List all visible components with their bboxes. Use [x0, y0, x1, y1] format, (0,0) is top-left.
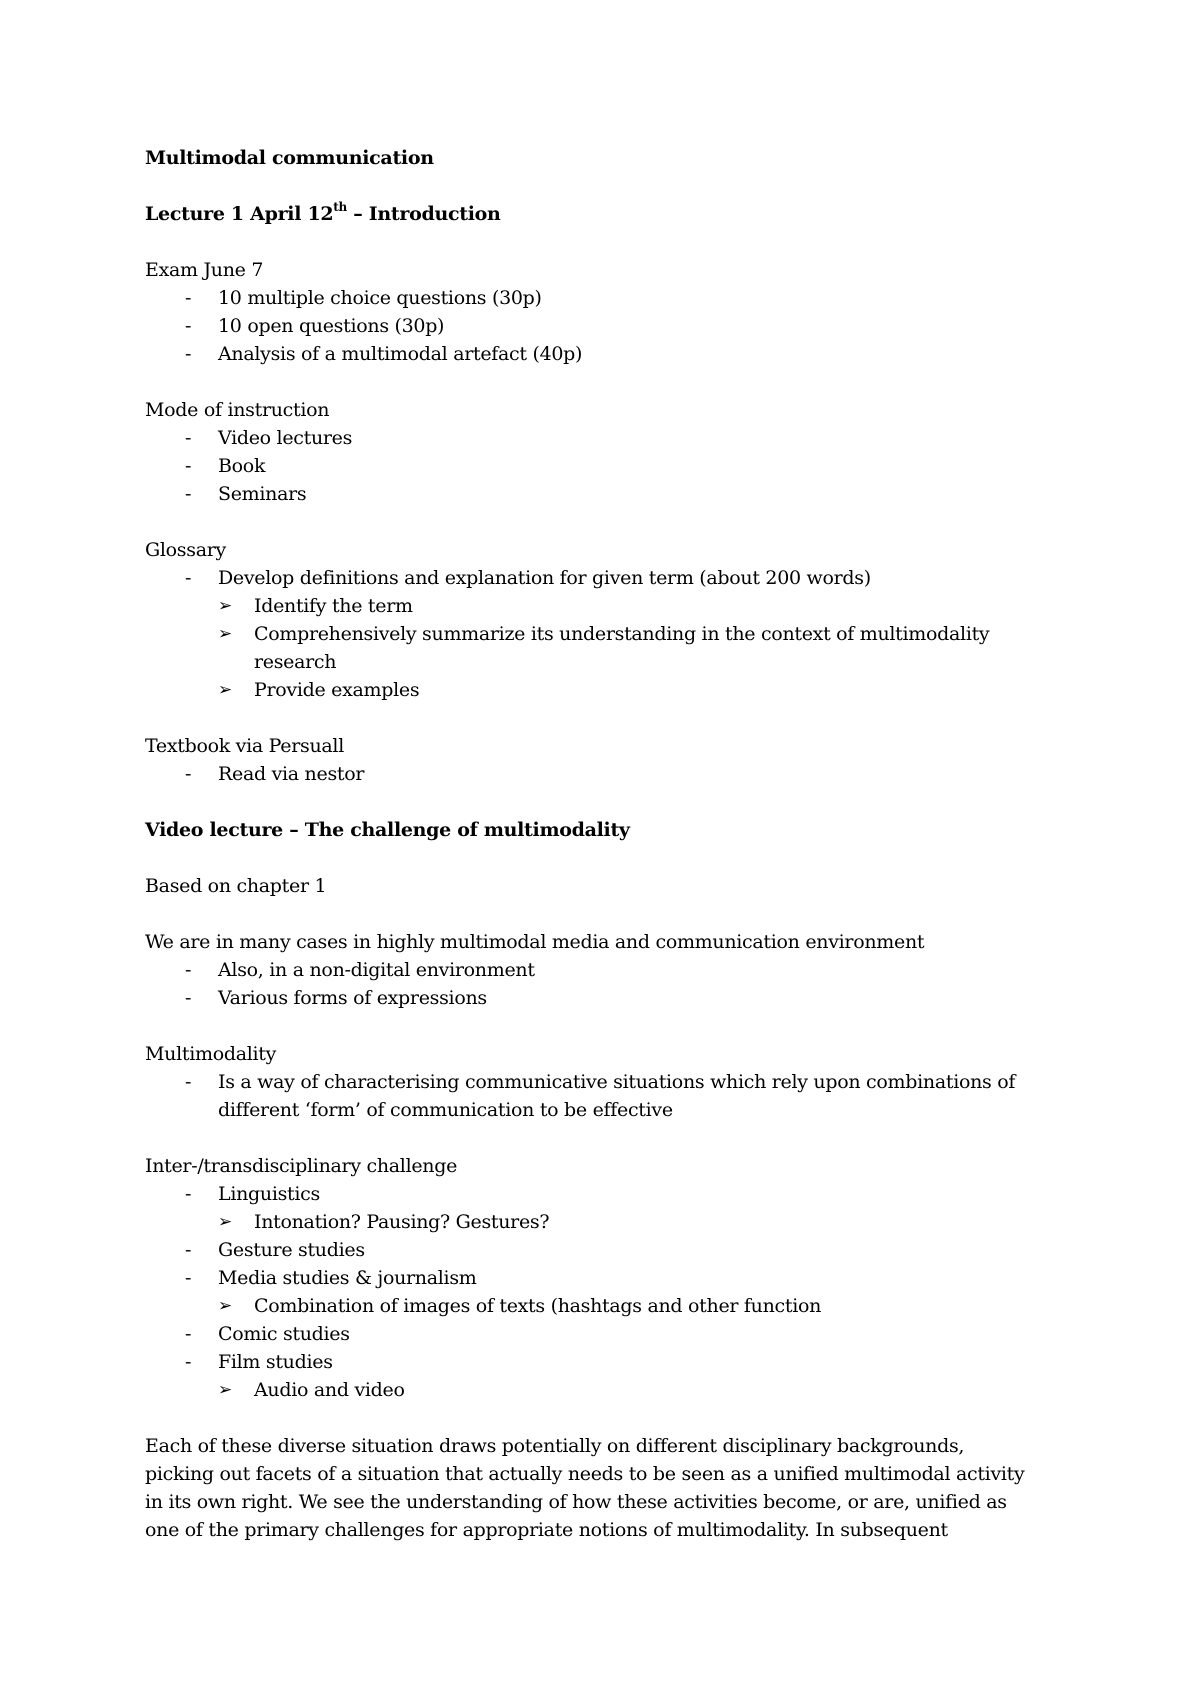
arrow-bullet-icon: ➢: [218, 1380, 232, 1400]
environment-heading: We are in many cases in highly multimodal media and communication environment: [145, 931, 925, 953]
sub-list-item: ➢ Audio and video: [145, 1376, 1075, 1404]
list-item: - Video lectures: [185, 427, 353, 449]
body-paragraph: [145, 1432, 1075, 1544]
list-item: - 10 open questions (30p): [185, 315, 445, 337]
paragraph-line: in its own right. We see the understanding of how these activities become, or are, unified as: [145, 1491, 1007, 1513]
sub-list-item: ➢ Comprehensively summarize its understanding in the context of multimodality: [145, 620, 1075, 648]
list-item: - Analysis of a multimodal artefact (40p): [185, 343, 583, 365]
exam-heading: Exam June 7: [145, 259, 264, 281]
list-item: - Gesture studies: [185, 1239, 365, 1261]
arrow-bullet-icon: ➢: [218, 596, 232, 616]
document-title: Multimodal communication: [145, 147, 434, 169]
sub-list-item: ➢ Combination of images of texts (hashtags and other function: [145, 1292, 1075, 1320]
list-item-continuation: different ‘form’ of communication to be effective: [218, 1099, 673, 1121]
list-item: - Seminars: [185, 483, 307, 505]
list-item: - Also, in a non-digital environment: [185, 959, 535, 981]
based-on-text: Based on chapter 1: [145, 875, 327, 897]
arrow-bullet-icon: ➢: [218, 1212, 232, 1232]
list-item: - Comic studies: [185, 1323, 350, 1345]
paragraph-line: Each of these diverse situation draws potentially on different disciplinary backgrounds,: [145, 1435, 965, 1457]
arrow-bullet-icon: ➢: [218, 1296, 232, 1316]
list-item: - Read via nestor: [185, 763, 365, 785]
multimodality-heading: Multimodality: [145, 1043, 277, 1065]
list-item: - 10 multiple choice questions (30p): [185, 287, 542, 309]
list-item: - Develop definitions and explanation for given term (about 200 words): [185, 567, 871, 589]
list-item: - Various forms of expressions: [185, 987, 487, 1009]
sub-list-item: ➢ Provide examples: [145, 676, 1075, 704]
glossary-heading: Glossary: [145, 539, 226, 561]
list-item: - Book: [185, 455, 266, 477]
list-item: - Linguistics: [185, 1183, 320, 1205]
mode-heading: Mode of instruction: [145, 399, 330, 421]
paragraph-line: picking out facets of a situation that actually needs to be seen as a unified multimodal activity: [145, 1463, 1025, 1485]
textbook-heading: Textbook via Persuall: [145, 735, 344, 757]
sub-list-item: ➢ Identify the term: [145, 592, 1075, 620]
arrow-bullet-icon: ➢: [218, 680, 232, 700]
sub-list-item: ➢ Intonation? Pausing? Gestures?: [145, 1208, 1075, 1236]
sub-list-item-continuation: research: [254, 651, 337, 673]
video-lecture-heading: Video lecture – The challenge of multimodality: [145, 819, 630, 841]
arrow-bullet-icon: ➢: [218, 624, 232, 644]
paragraph-line: one of the primary challenges for appropriate notions of multimodality. In subsequent: [145, 1519, 948, 1541]
list-item: - Film studies: [185, 1351, 333, 1373]
list-item: - Media studies & journalism: [185, 1267, 477, 1289]
lecture-heading: Lecture 1 April 12th – Introduction: [145, 199, 501, 225]
interdisciplinary-heading: Inter-/transdisciplinary challenge: [145, 1155, 458, 1177]
list-item: - Is a way of characterising communicative situations which rely upon combinations of: [185, 1071, 1016, 1093]
document-content: [145, 144, 1075, 1544]
